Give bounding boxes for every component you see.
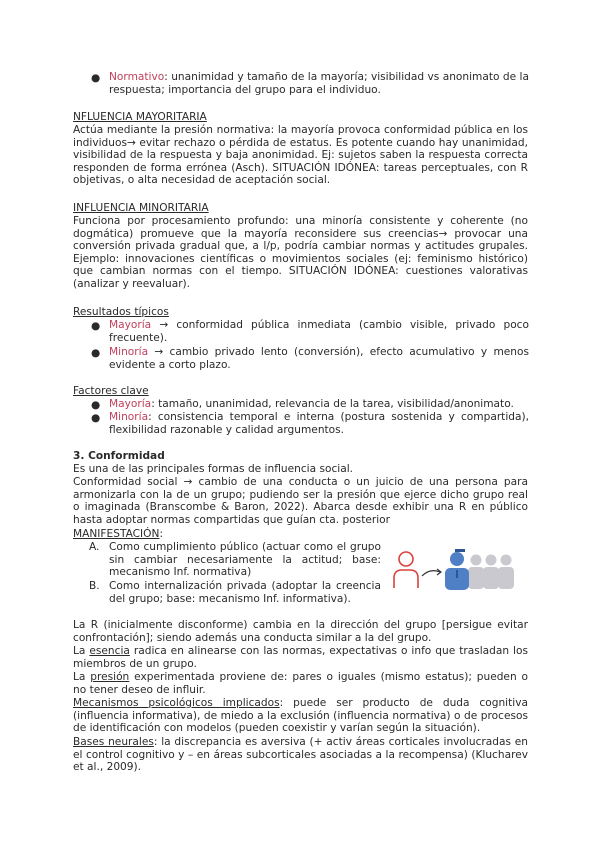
mayoritaria-body: Actúa mediante la presión normativa: la mayoría provoca conformidad pública en los individuos→ evitar rechazo o pérdida de estatus. Es potente cuando hay unanimidad, visibilidad de la respuesta y baja anonimidad. Ej: sujetos saben la respuesta correcta responden de forma errónea (Asch). SITUACIÓN IDÓNEA: tareas perceptuales, con R objetivas, o alta necesidad de aceptación social.	[73, 124, 528, 187]
manifestacion-item-a: Como cumplimiento público (actuar como el grupo sin cambiar necesariamente la actitud; base: mecanismo Inf. normativa)	[109, 541, 381, 579]
mayoritaria-heading: NFLUENCIA MAYORITARIA	[73, 111, 207, 123]
list-marker-b: B.	[89, 580, 100, 592]
manifestacion-heading: MANIFESTACIÓN:	[73, 528, 164, 540]
conformidad-heading: 3. Conformidad	[73, 450, 165, 462]
normativo-bullet: Normativo: unanimidad y tamaño de la mayoría; visibilidad vs anonimato de la respuesta; importancia del grupo para el individuo.	[109, 71, 529, 96]
conformidad-intro: Es una de las principales formas de influencia social.	[73, 463, 354, 475]
bullet-dot: ●	[91, 399, 101, 411]
conformidad-definition: Conformidad social → cambio de una conducta o un juicio de una persona para armonizarla con la de un grupo; pudiendo ser la presión que ejerce dicho grupo real o imaginada (Branscombe & Baron, 2022). Abarca desde exhibir una R en público hasta adoptar normas compartidas que guían cta. posterior	[73, 476, 528, 526]
resultados-item-minoria: Minoría → cambio privado lento (conversión), efecto acumulativo y menos evidente a corto plazo.	[109, 346, 529, 371]
individual-person-icon	[394, 552, 418, 588]
bullet-dot: ●	[91, 412, 101, 424]
change-arrow-icon	[422, 569, 441, 576]
bullet-dot: ●	[91, 320, 101, 332]
converted-person-icon	[445, 549, 469, 590]
conformity-illustration	[392, 548, 522, 594]
r-paragraph: La R (inicialmente disconforme) cambia en la dirección del grupo [persigue evitar confrontación]; siendo además una conducta similar a la del grupo.	[73, 619, 528, 644]
minoritaria-heading: INFLUENCIA MINORITARIA	[73, 202, 209, 214]
resultados-item-mayoria: Mayoría → conformidad pública inmediata (cambio visible, privado poco frecuente).	[109, 319, 529, 344]
bullet-dot: ●	[91, 72, 101, 84]
factores-item-minoria: Minoría: consistencia temporal e interna (postura sostenida y compartida), flexibilidad razonable y calidad argumentos.	[109, 411, 529, 436]
group-people-icon	[468, 555, 514, 590]
resultados-heading: Resultados típicos	[73, 306, 169, 318]
bullet-dot: ●	[91, 347, 101, 359]
normativo-term: Normativo	[109, 71, 165, 83]
bases-neurales-paragraph: Bases neurales: la discrepancia es aversiva (+ activ áreas corticales involucradas en el control cognitivo y – en áreas subcorticales asociadas a la recompensa) (Klucharev et al., 2009).	[73, 736, 528, 774]
factores-item-mayoria: Mayoría: tamaño, unanimidad, relevancia de la tarea, visibilidad/anonimato.	[109, 398, 514, 410]
presion-paragraph: La presión experimentada proviene de: pares o iguales (mismo estatus); pueden o no tener deseo de influir.	[73, 671, 528, 696]
factores-heading: Factores clave	[73, 385, 149, 397]
esencia-paragraph: La esencia radica en alinearse con las normas, expectativas o info que trasladan los miembros de un grupo.	[73, 645, 528, 670]
minoritaria-body: Funciona por procesamiento profundo: una minoría consistente y coherente (no dogmática) promueve que la mayoría reconsidere sus creencias→ provocar una conversión privada gradual que, a l/p, podría cambiar normas y actitudes grupales. Ejemplo: innovaciones científicas o movimientos sociales (ej: feminismo histórico) que cambian normas con el tiempo. SITUACIÓN IDÓNEA: cuestiones valorativas (analizar y reevaluar).	[73, 215, 528, 290]
mecanismos-paragraph: Mecanismos psicológicos implicados: puede ser producto de duda cognitiva (influencia informativa), de miedo a la exclusión (influencia normativa) o de procesos de identificación con modelos (pueden coexistir y varían según la situación).	[73, 697, 528, 735]
manifestacion-item-b: Como internalización privada (adoptar la creencia del grupo; base: mecanismo Inf. informativa).	[109, 580, 381, 605]
list-marker-a: A.	[89, 541, 100, 553]
